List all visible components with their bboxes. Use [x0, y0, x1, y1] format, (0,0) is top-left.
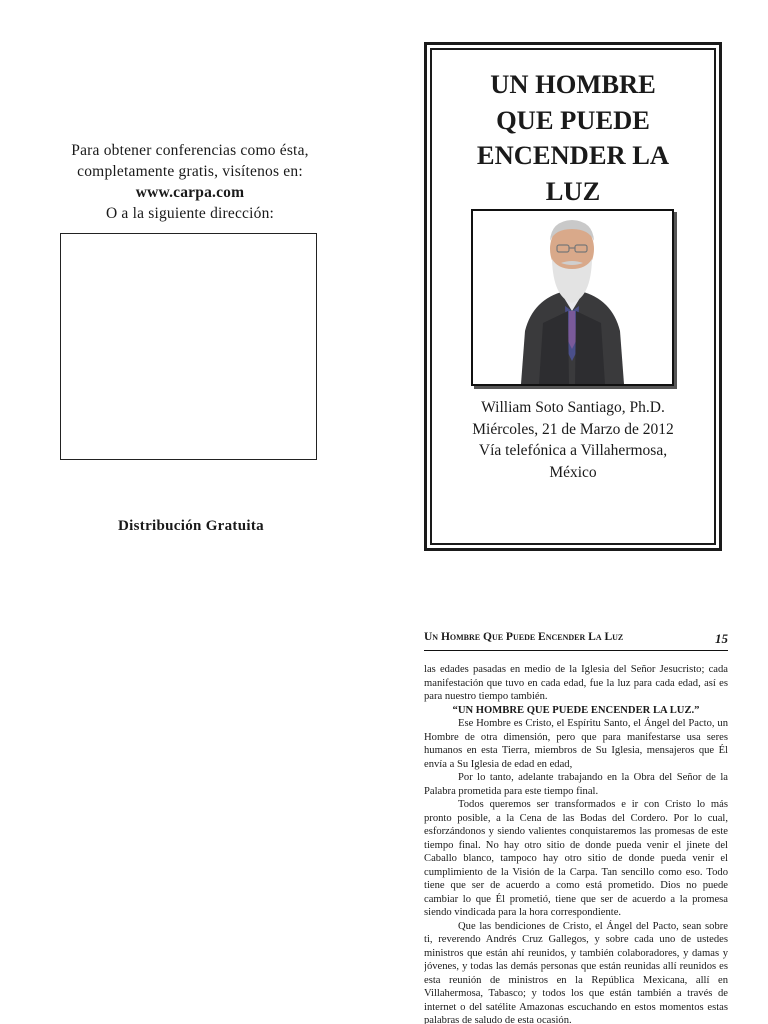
cover-meta — [430, 397, 716, 483]
info-line-2: completamente gratis, visítenos en: — [77, 163, 303, 180]
website-link[interactable]: www.carpa.com — [135, 184, 245, 201]
lecture-date: Miércoles, 21 de Marzo de 2012 — [472, 420, 674, 438]
address-box — [60, 233, 317, 460]
info-line-4: O a la siguiente dirección: — [105, 205, 275, 222]
paragraph: Todos queremos ser transformados e ir con Cristo lo más pronto posible, a la Cena de las Bodas del Cordero. Por lo cual, esforzándonos y siendo valientes conquistaremos las promesas de este tiempo final. No hay otro sitio de donde pueda venir el jinete del Caballo blanco, tampoco hay otro sitio de donde pueda venir el cumplimiento de la Visión de la Carpa. Tan sencillo como eso. Todo tiene que ser de acuerdo a como está prometido. Dios no puede cambiar lo que Él prometió, tiene que ser de acuerdo a la promesa siendo vindicada para la hora correspondiente. — [424, 799, 728, 918]
section-heading: “UN HOMBRE QUE PUEDE ENCENDER LA LUZ.” — [452, 704, 700, 716]
lecture-location: Vía telefónica a Villahermosa, — [478, 442, 668, 459]
paragraph: las edades pasadas en medio de la Iglesia del Señor Jesucristo; cada manifestación que tuvo en cada edad, fue la luz para cada edad, así es para nuestro tiempo también. — [424, 664, 728, 702]
header-rule — [424, 650, 728, 651]
info-line-1: Para obtener conferencias como ésta, — [71, 142, 309, 159]
author-photo — [471, 209, 674, 386]
contact-info — [40, 140, 340, 224]
distribution-label: Distribución Gratuita — [118, 518, 264, 534]
cover-title — [430, 67, 716, 209]
running-title: Un Hombre Que Puede Encender La Luz — [424, 631, 624, 643]
paragraph: Por lo tanto, adelante trabajando en la Obra del Señor de la Palabra prometida para este tiempo final. — [424, 772, 728, 797]
cover-title-line: LUZ — [545, 175, 601, 206]
page-number: 15 — [715, 631, 728, 646]
paragraph: Ese Hombre es Cristo, el Espíritu Santo, el Ángel del Pacto, un Hombre de otra dimensión, pero que para manifestarse usa seres humanos en esta Tierra, miembros de Su Iglesia, mensajeros que Él envía a Su Iglesia de edad en edad, — [424, 718, 728, 770]
cover-title-line: QUE PUEDE — [496, 104, 650, 135]
lecture-country: México — [549, 463, 597, 481]
author-name: William Soto Santiago, Ph.D. — [481, 399, 665, 416]
author-portrait-image — [473, 211, 672, 384]
paragraph: Que las bendiciones de Cristo, el Ángel del Pacto, sean sobre ti, reverendo Andrés Cruz Gallegos, y sobre cada uno de ustedes ministros que están ahí reunidos, y también colaboradores, y damas y jóvenes, y todas las demás personas que están reunidas allí reunidos es esta reunión de ministros en la República Mexicana, allí en Villahermosa, Tabasco; y todos los que están también a través de internet o del satélite Amazonas escuchando en estos momentos estas palabras de saludo de esta ocasión. — [424, 920, 728, 1024]
cover-title-line: UN HOMBRE — [490, 69, 656, 99]
cover-title-line: ENCENDER LA — [476, 140, 670, 170]
page-body — [424, 663, 728, 1024]
